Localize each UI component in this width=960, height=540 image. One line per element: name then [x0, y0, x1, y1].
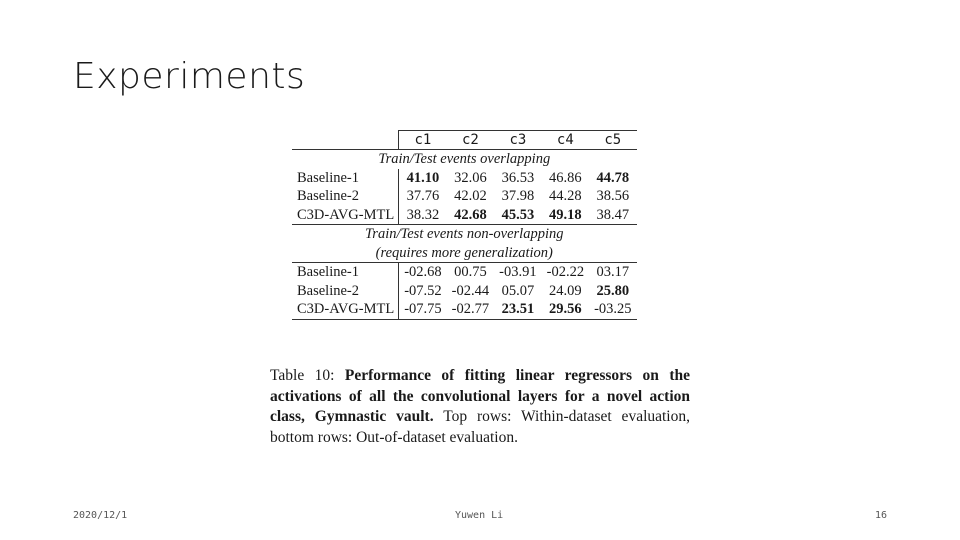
table-cell: 00.75 — [447, 263, 494, 282]
row-label: Baseline-1 — [292, 263, 399, 282]
footer-date: 2020/12/1 — [73, 510, 128, 521]
table-cell: -03.25 — [589, 300, 636, 319]
table-cell: 49.18 — [542, 206, 589, 225]
table-figure — [270, 128, 690, 458]
table-cell: 45.53 — [494, 206, 541, 225]
table-cell: 41.10 — [399, 169, 447, 188]
column-header: c2 — [447, 131, 494, 150]
results-table — [292, 130, 637, 320]
table-cell: -02.22 — [542, 263, 589, 282]
section-heading-row — [292, 225, 637, 244]
section-subheading: (requires more generalization) — [375, 244, 553, 261]
section-heading: Train/Test events non-overlapping — [365, 226, 564, 242]
section-heading-row — [292, 150, 637, 169]
row-label: C3D-AVG-MTL — [292, 300, 399, 319]
column-header: c5 — [589, 131, 636, 150]
table-row — [292, 206, 637, 225]
table-cell: 32.06 — [454, 169, 487, 186]
table-cell: 37.76 — [399, 187, 447, 206]
caption-rest: Top rows: Within-dataset evaluation, bottom rows: Out-of-dataset evaluation. — [270, 408, 690, 446]
table-row — [292, 187, 637, 206]
table-cell: -02.77 — [447, 300, 494, 319]
table-cell: 24.09 — [549, 282, 582, 299]
table-cell: 03.17 — [589, 263, 636, 282]
row-label: Baseline-2 — [297, 282, 360, 299]
column-header: c4 — [542, 131, 589, 150]
table-caption — [270, 366, 690, 448]
caption-prefix: Table 10: — [270, 367, 345, 384]
table-cell: 44.28 — [549, 188, 582, 204]
table-cell: 23.51 — [494, 300, 541, 319]
table-cell: 05.07 — [501, 282, 535, 299]
column-header: c3 — [494, 131, 541, 150]
table-cell: 25.80 — [596, 282, 630, 299]
table-cell: -03.91 — [494, 263, 541, 282]
table-cell: 29.56 — [542, 300, 589, 319]
table-cell: 37.98 — [501, 188, 535, 204]
table-cell: 38.47 — [589, 206, 636, 225]
row-label: Baseline-2 — [297, 188, 360, 204]
table-cell: 46.86 — [549, 169, 582, 186]
table-cell: 42.68 — [447, 206, 494, 225]
table-cell: 38.32 — [399, 206, 447, 225]
footer-page-number: 16 — [875, 510, 888, 521]
table-cell: 36.53 — [501, 169, 535, 186]
table-cell: 38.56 — [596, 188, 630, 204]
footer-author: Yuwen Li — [455, 510, 504, 521]
table-cell: -07.52 — [399, 282, 447, 301]
section-subheading-row — [292, 244, 637, 263]
table-row — [292, 169, 637, 188]
row-label: Baseline-1 — [297, 169, 360, 186]
table-cell: 42.02 — [454, 188, 487, 204]
table-header-row — [292, 131, 637, 150]
slide-title: Experiments — [73, 56, 306, 97]
row-label: C3D-AVG-MTL — [292, 206, 399, 225]
caption-bold-text: Performance of fitting linear regressors on the activations of all the convolutional layers for a novel action class, Gymnastic vault. — [270, 367, 690, 425]
table-cell: -02.68 — [399, 263, 447, 282]
table-row — [292, 300, 637, 319]
table-cell: -02.44 — [451, 282, 490, 299]
section-heading: Train/Test events overlapping — [292, 150, 637, 169]
table-cell: -07.75 — [399, 300, 447, 319]
column-header: c1 — [399, 131, 447, 150]
table-row — [292, 282, 637, 301]
table-cell: 44.78 — [596, 169, 630, 186]
header-corner — [292, 131, 399, 150]
table-row — [292, 263, 637, 282]
